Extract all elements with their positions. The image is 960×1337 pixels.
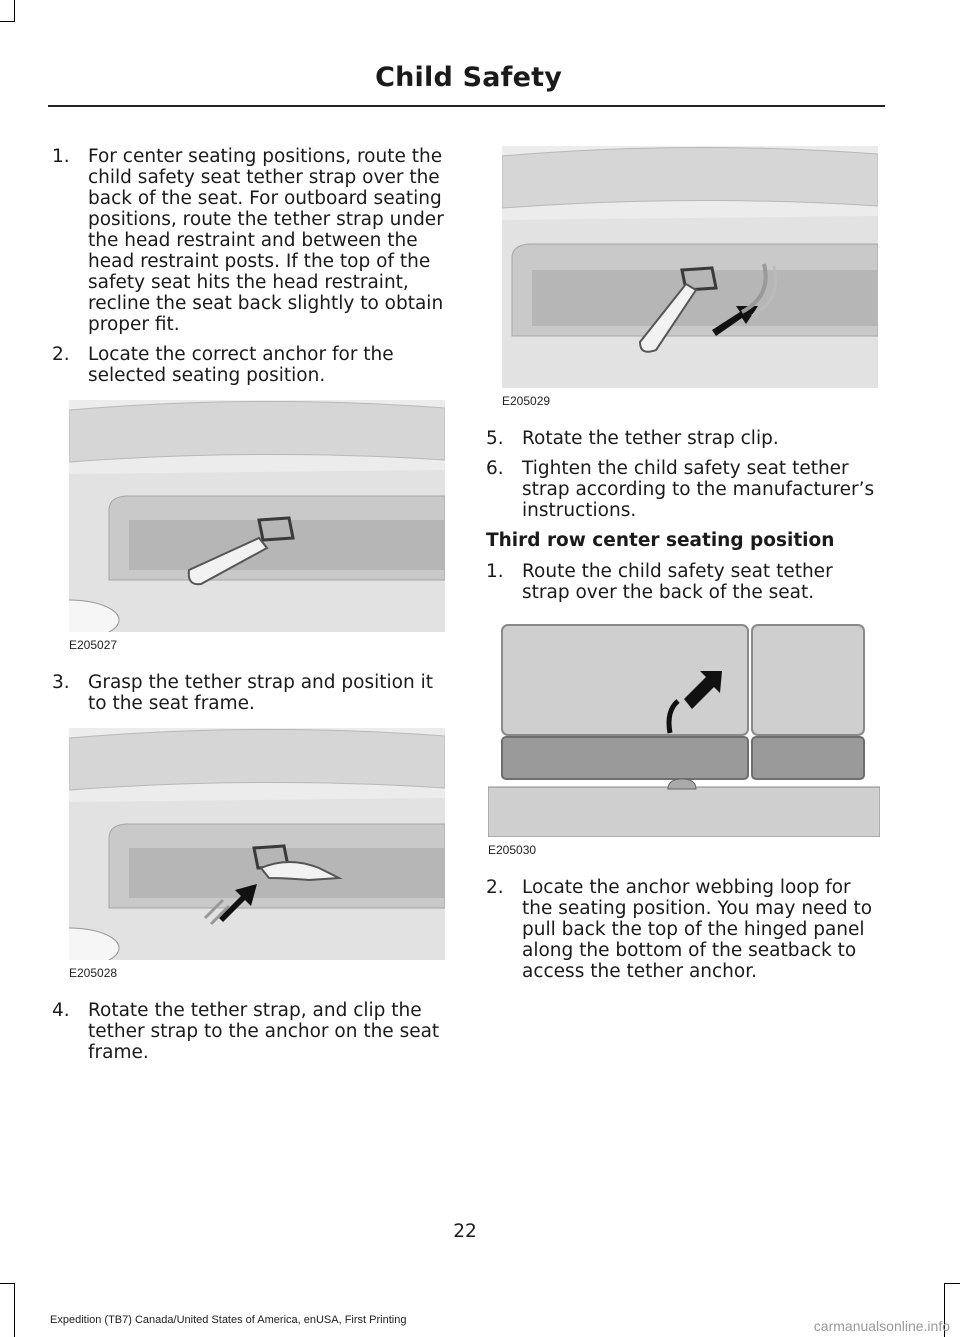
step-number: 1. bbox=[486, 561, 504, 582]
crop-mark bbox=[944, 1283, 960, 1284]
figure-rotate-clip bbox=[502, 146, 878, 408]
step-text: Tighten the child safety seat tether strap according to the manufacturer’s instructions. bbox=[522, 458, 875, 521]
step-list bbox=[52, 1000, 444, 1063]
step-item bbox=[486, 877, 878, 982]
step-item bbox=[486, 428, 878, 449]
crop-mark bbox=[0, 21, 15, 22]
crop-mark bbox=[0, 1283, 15, 1284]
step-number: 4. bbox=[52, 1000, 70, 1021]
step-list bbox=[486, 877, 878, 982]
step-text: Route the child safety seat tether strap over the back of the seat. bbox=[522, 561, 833, 603]
figure-third-row-seat bbox=[488, 621, 880, 857]
footer-text: Expedition (TB7) Canada/United States of America, enUSA, First Printing bbox=[50, 1314, 407, 1326]
page-number: 22 bbox=[453, 1221, 477, 1242]
page-title: Child Safety bbox=[375, 62, 562, 93]
tether-anchor-illustration bbox=[69, 400, 445, 632]
step-text: Grasp the tether strap and position it to the seat frame. bbox=[88, 672, 433, 714]
step-text: Rotate the tether strap, and clip the tether strap to the anchor on the seat frame. bbox=[88, 1000, 440, 1063]
figure-anchor-location bbox=[69, 400, 445, 652]
step-text: Locate the anchor webbing loop for the seating position. You may need to pull back the top of the hinged panel along the bottom of the seatback to access the tether anchor. bbox=[522, 877, 873, 982]
step-number: 5. bbox=[486, 428, 504, 449]
step-text: Rotate the tether strap clip. bbox=[522, 428, 779, 449]
step-number: 2. bbox=[486, 877, 504, 898]
step-item bbox=[52, 1000, 444, 1063]
crop-mark bbox=[14, 0, 15, 22]
tether-clip-illustration bbox=[502, 146, 878, 388]
step-text: For center seating positions, route the child safety seat tether strap over the back of the seat. For outboard seating positions, route the tether strap under the head restraint and between the head restraint posts. If the top of the safety seat hits the head restraint, recline the seat back slightly to obtain proper fit. bbox=[88, 146, 444, 335]
step-number: 6. bbox=[486, 458, 504, 479]
step-number: 3. bbox=[52, 672, 70, 693]
figure-code: E205027 bbox=[69, 638, 118, 652]
step-item bbox=[486, 458, 878, 521]
header-divider bbox=[48, 105, 885, 107]
crop-mark bbox=[14, 1283, 15, 1337]
section-heading: Third row center seating position bbox=[486, 530, 835, 551]
step-list bbox=[52, 146, 444, 386]
figure-code: E205029 bbox=[502, 394, 551, 408]
left-column bbox=[52, 146, 444, 1072]
step-item bbox=[52, 344, 444, 386]
step-number: 1. bbox=[52, 146, 70, 167]
third-row-seat-illustration bbox=[488, 621, 880, 837]
step-list bbox=[486, 428, 878, 521]
right-column bbox=[486, 146, 878, 991]
step-number: 2. bbox=[52, 344, 70, 365]
step-list bbox=[486, 561, 878, 603]
figure-grasp-tether bbox=[69, 728, 445, 980]
tether-strap-illustration bbox=[69, 728, 445, 960]
step-item bbox=[486, 561, 878, 603]
step-item bbox=[52, 672, 444, 714]
step-list bbox=[52, 672, 444, 714]
figure-code: E205028 bbox=[69, 966, 118, 980]
step-text: Locate the correct anchor for the selected seating position. bbox=[88, 344, 394, 386]
watermark: carmanualsonline.info bbox=[813, 1318, 950, 1334]
step-item bbox=[52, 146, 444, 335]
figure-code: E205030 bbox=[488, 843, 537, 857]
